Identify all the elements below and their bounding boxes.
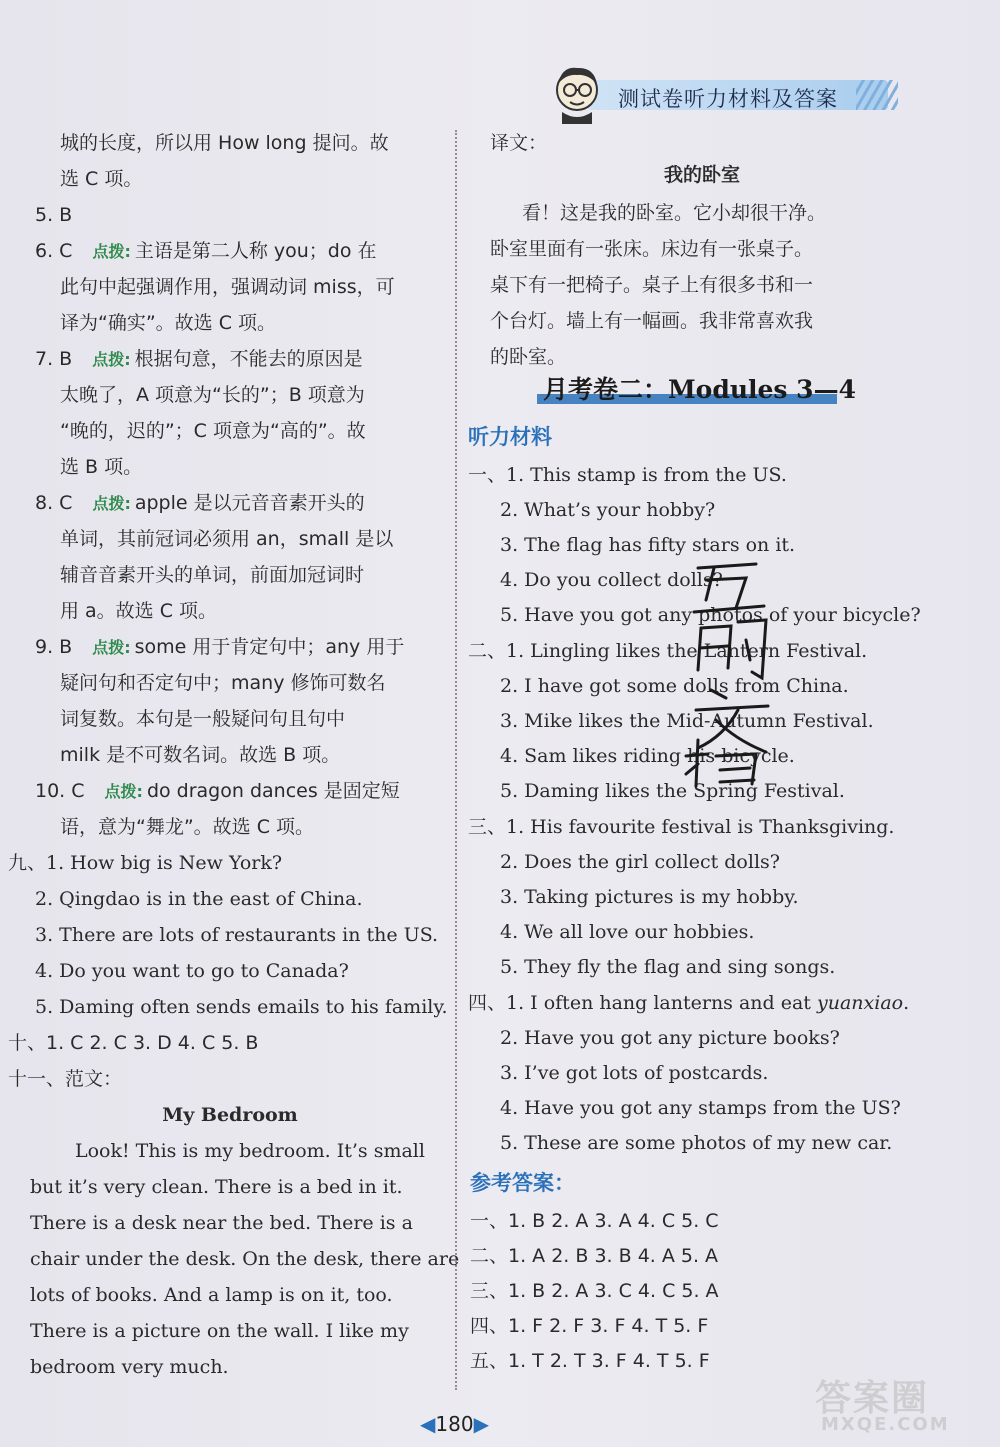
italic-word: yuanxiao bbox=[817, 992, 904, 1014]
essay-line: chair under the desk. On the desk, there are bbox=[30, 1248, 460, 1270]
essay-line: bedroom very much. bbox=[30, 1356, 229, 1378]
answer-number: 6. C bbox=[35, 240, 73, 262]
listening-item: 3. Mike likes the Mid-Autumn Festival. bbox=[500, 710, 874, 732]
listening-item: 5. They fly the flag and sing songs. bbox=[500, 956, 836, 978]
tip-label: 点拨: bbox=[92, 350, 131, 369]
sentence-item: 5. Daming often sends emails to his family. bbox=[35, 996, 448, 1018]
answer-row: 五、1. T 2. T 3. F 4. T 5. F bbox=[470, 1350, 710, 1372]
answer-row: 三、1. B 2. A 3. C 4. C 5. A bbox=[470, 1280, 719, 1302]
listening-item: 4. Do you collect dolls? bbox=[500, 569, 723, 591]
listening-item-text: 四、1. I often hang lanterns and eat bbox=[468, 992, 817, 1014]
prev-arrow-icon: ◀ bbox=[420, 1412, 436, 1436]
text-line: 疑问句和否定句中；many 修饰可数名 bbox=[60, 672, 386, 694]
text-line: 城的长度，所以用 How long 提问。故 bbox=[60, 132, 389, 154]
explanation-text: 根据句意，不能去的原因是 bbox=[134, 348, 363, 370]
text-line: 选 B 项。 bbox=[60, 456, 143, 478]
page-number bbox=[420, 1412, 489, 1436]
listening-item: 2. Have you got any picture books? bbox=[500, 1027, 840, 1049]
answer-row: 十、1. C 2. C 3. D 4. C 5. B bbox=[8, 1032, 259, 1054]
answer-number: 8. C bbox=[35, 492, 73, 514]
essay-title: My Bedroom bbox=[162, 1104, 298, 1126]
text-line: 辅音音素开头的单词，前面加冠词时 bbox=[60, 564, 365, 586]
sentence-item: 九、1. How big is New York? bbox=[8, 852, 283, 874]
text-line: 太晚了，A 项意为“长的”；B 项意为 bbox=[60, 384, 365, 406]
header-title: 测试卷听力材料及答案 bbox=[618, 87, 838, 111]
section-title-text: 月考卷二：Modules 3—4 bbox=[543, 375, 856, 404]
section-label: 十一、范文： bbox=[8, 1068, 123, 1090]
listening-item: 三、1. His favourite festival is Thanksgiving. bbox=[468, 816, 895, 838]
sentence-item: 2. Qingdao is in the east of China. bbox=[35, 888, 363, 910]
answer-item bbox=[35, 634, 404, 661]
listening-item: 二、1. Lingling likes the Lantern Festival. bbox=[468, 640, 868, 662]
answer-number: 10. C bbox=[35, 780, 85, 802]
tip-label: 点拨: bbox=[92, 494, 131, 513]
translation-line: 个台灯。墙上有一幅画。我非常喜欢我 bbox=[490, 310, 814, 332]
answer-item bbox=[35, 346, 363, 373]
listening-item: 一、1. This stamp is from the US. bbox=[468, 464, 787, 486]
listening-item: 2. I have got some dolls from China. bbox=[500, 675, 849, 697]
page-number-value: 180 bbox=[435, 1412, 474, 1436]
essay-line: Look! This is my bedroom. It’s small bbox=[75, 1140, 425, 1162]
listening-item: 4. Have you got any stamps from the US? bbox=[500, 1097, 901, 1119]
listening-item: 5. Daming likes the Spring Festival. bbox=[500, 780, 845, 802]
answer-number: 7. B bbox=[35, 348, 73, 370]
explanation-text: 主语是第二人称 you；do 在 bbox=[134, 240, 377, 262]
sentence-item: 3. There are lots of restaurants in the US. bbox=[35, 924, 439, 946]
section-title bbox=[537, 368, 856, 408]
translation-line: 桌下有一把椅子。桌子上有很多书和一 bbox=[490, 274, 814, 296]
text-line: 译为“确实”。故选 C 项。 bbox=[60, 312, 277, 334]
explanation-text: some 用于肯定句中；any 用于 bbox=[134, 636, 405, 658]
explanation-text: apple 是以元音音素开头的 bbox=[134, 492, 365, 514]
watermark bbox=[815, 1370, 990, 1440]
watermark-title: 答案圈 bbox=[815, 1378, 930, 1419]
essay-line: lots of books. And a lamp is on it, too. bbox=[30, 1284, 393, 1306]
listening-item: 2. Does the girl collect dolls? bbox=[500, 851, 780, 873]
answer-number: 9. B bbox=[35, 636, 73, 658]
sentence-item: 4. Do you want to go to Canada? bbox=[35, 960, 349, 982]
translation-label: 译文： bbox=[490, 132, 548, 154]
explanation-text: do dragon dances 是固定短 bbox=[146, 780, 400, 802]
listening-item: 3. The flag has fifty stars on it. bbox=[500, 534, 796, 556]
translation-line: 看！这是我的卧室。它小却很干净。 bbox=[522, 202, 827, 224]
translation-line: 卧室里面有一张床。床边有一张桌子。 bbox=[490, 238, 814, 260]
answer-item: 5. B bbox=[35, 204, 73, 226]
text-line: 选 C 项。 bbox=[60, 168, 143, 190]
text-line: 用 a。故选 C 项。 bbox=[60, 600, 218, 622]
text-line: 单词，其前冠词必须用 an，small 是以 bbox=[60, 528, 394, 550]
listening-item: 4. We all love our hobbies. bbox=[500, 921, 755, 943]
tip-label: 点拨: bbox=[104, 782, 143, 801]
listening-item: 3. Taking pictures is my hobby. bbox=[500, 886, 799, 908]
listening-item: 3. I’ve got lots of postcards. bbox=[500, 1062, 769, 1084]
handwriting-overlay bbox=[676, 560, 786, 790]
text-line: 此句中起强调作用，强调动词 miss，可 bbox=[60, 276, 395, 298]
essay-line: but it’s very clean. There is a bed in it. bbox=[30, 1176, 403, 1198]
answer-row: 四、1. F 2. F 3. F 4. T 5. F bbox=[470, 1315, 709, 1337]
listening-heading: 听力材料 bbox=[468, 425, 552, 449]
text-line: 语，意为“舞龙”。故选 C 项。 bbox=[60, 816, 315, 838]
listening-item: 2. What’s your hobby? bbox=[500, 499, 716, 521]
essay-line: There is a desk near the bed. There is a bbox=[30, 1212, 413, 1234]
listening-item: 4. Sam likes riding his bicycle. bbox=[500, 745, 795, 767]
translation-line: 的卧室。 bbox=[490, 346, 567, 368]
listening-item: 5. These are some photos of my new car. bbox=[500, 1132, 893, 1154]
tip-label: 点拨: bbox=[92, 638, 131, 657]
answer-row: 二、1. A 2. B 3. B 4. A 5. A bbox=[470, 1245, 719, 1267]
tip-label: 点拨: bbox=[92, 242, 131, 261]
text-line: “晚的，迟的”；C 项意为“高的”。故 bbox=[60, 420, 366, 442]
essay-line: There is a picture on the wall. I like my bbox=[30, 1320, 409, 1342]
watermark-url: MXQE.COM bbox=[821, 1414, 950, 1435]
answers-heading: 参考答案： bbox=[470, 1171, 575, 1195]
left-column bbox=[0, 0, 460, 1447]
listening-item: 5. Have you got any photos of your bicycle? bbox=[500, 604, 921, 626]
answer-row: 一、1. B 2. A 3. A 4. C 5. C bbox=[470, 1210, 719, 1232]
next-arrow-icon: ▶ bbox=[473, 1412, 489, 1436]
text-line: milk 是不可数名词。故选 B 项。 bbox=[60, 744, 341, 766]
punctuation: . bbox=[903, 992, 910, 1014]
answer-item bbox=[35, 490, 365, 517]
answer-item bbox=[35, 238, 377, 265]
listening-item bbox=[468, 990, 909, 1016]
text-line: 词复数。本句是一般疑问句且句中 bbox=[60, 708, 346, 730]
translation-title: 我的卧室 bbox=[663, 164, 740, 186]
answer-item bbox=[35, 778, 400, 805]
